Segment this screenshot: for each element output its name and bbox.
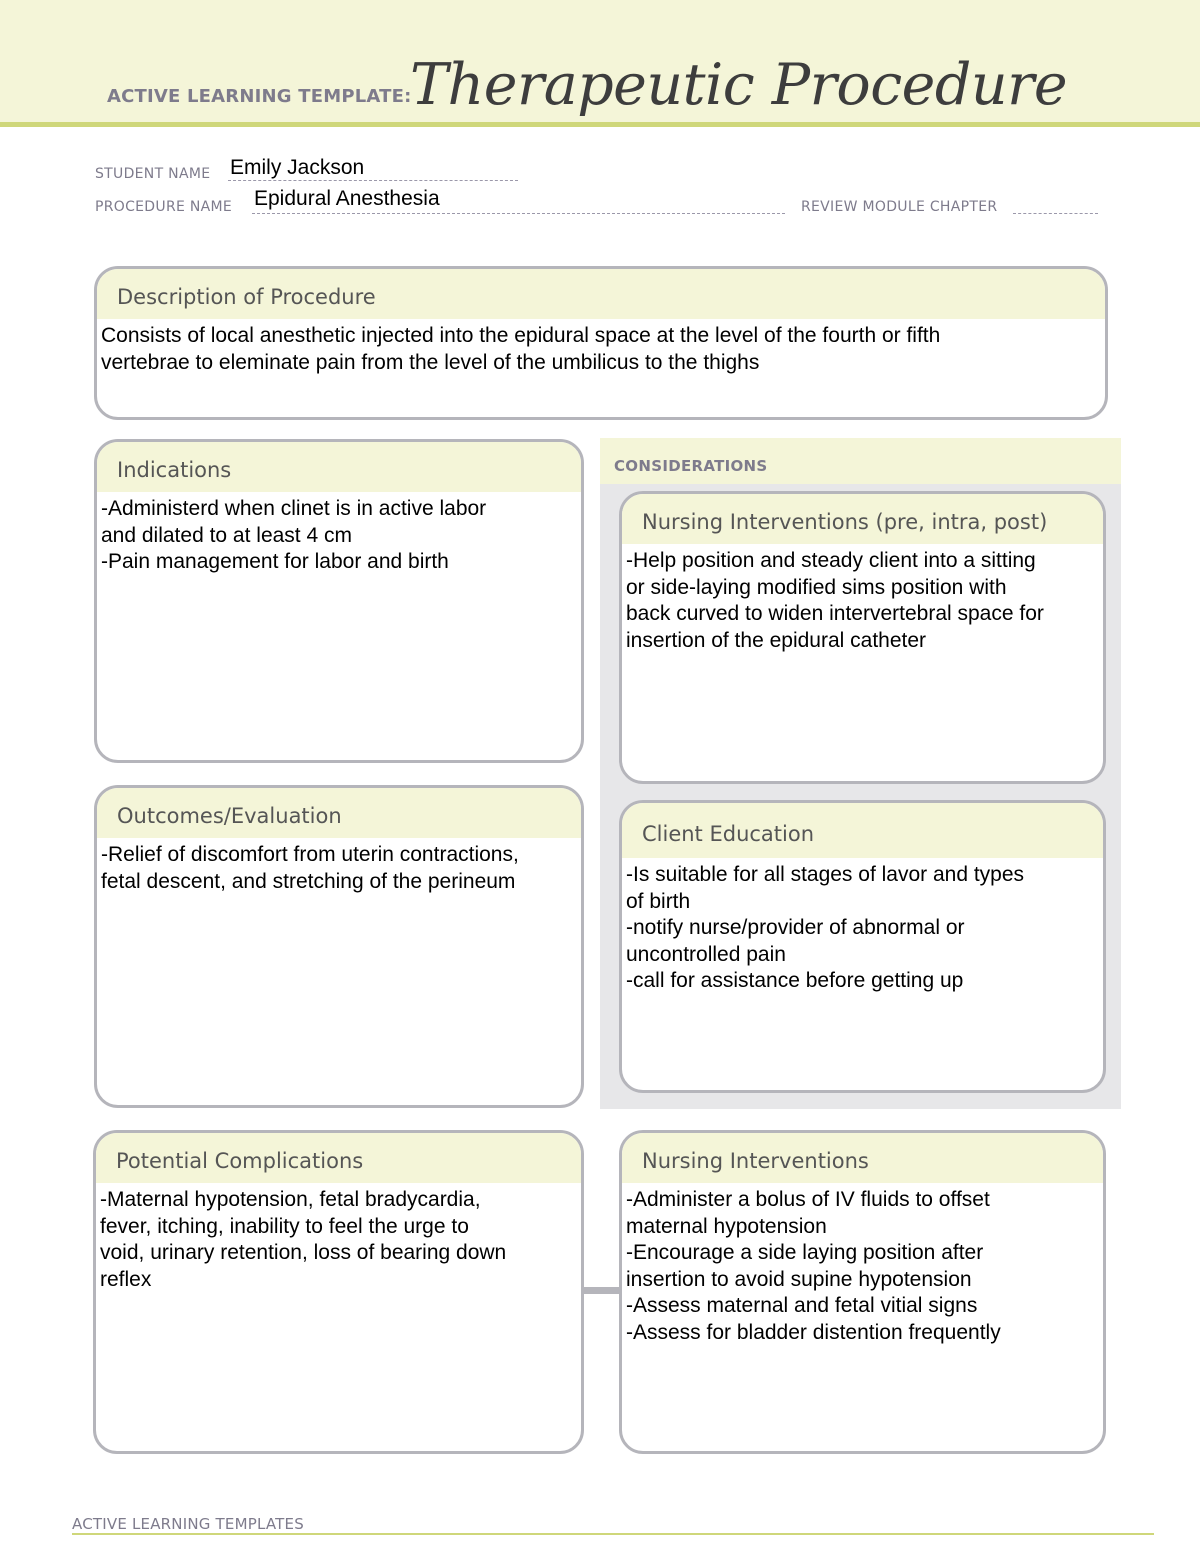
review-module-label: REVIEW MODULE CHAPTER bbox=[801, 199, 998, 215]
nursing-interventions-text[interactable]: -Administer a bolus of IV fluids to offset maternal hypotension -Encourage a side laying position after insertion to avoid supine hypotension -Assess maternal and fetal vitial signs -Assess for bladder distention frequently bbox=[626, 1188, 1001, 1344]
nursing-interventions-heading: Nursing Interventions bbox=[622, 1133, 1103, 1183]
complications-panel bbox=[93, 1130, 584, 1454]
description-text[interactable]: Consists of local anesthetic injected into the epidural space at the level of the fourth or fifth vertebrae to eleminate pain from the level of the umbilicus to the thighs bbox=[101, 324, 941, 374]
panel-connector bbox=[583, 1287, 621, 1294]
description-heading: Description of Procedure bbox=[97, 269, 1105, 319]
footer-rule bbox=[72, 1533, 1154, 1535]
student-name-underline bbox=[228, 180, 518, 181]
nursing-pre-intra-post-panel bbox=[619, 491, 1106, 784]
review-module-underline bbox=[1013, 213, 1098, 214]
footer-label: ACTIVE LEARNING TEMPLATES bbox=[72, 1515, 304, 1533]
outcomes-text[interactable]: -Relief of discomfort from uterin contractions, fetal descent, and stretching of the perineum bbox=[101, 843, 519, 893]
outcomes-heading: Outcomes/Evaluation bbox=[97, 788, 581, 838]
procedure-name-label: PROCEDURE NAME bbox=[95, 199, 233, 215]
procedure-name-field[interactable]: Epidural Anesthesia bbox=[254, 187, 440, 210]
client-education-text[interactable]: -Is suitable for all stages of lavor and types of birth -notify nurse/provider of abnormal or uncontrolled pain -call for assistance before getting up bbox=[626, 863, 1025, 992]
procedure-name-underline bbox=[252, 213, 785, 214]
complications-text[interactable]: -Maternal hypotension, fetal bradycardia, fever, itching, inability to feel the urge to void, urinary retention, loss of bearing down reflex bbox=[100, 1188, 507, 1291]
complications-heading: Potential Complications bbox=[96, 1133, 581, 1183]
description-panel bbox=[94, 266, 1108, 420]
nursing-pre-intra-post-text[interactable]: -Help position and steady client into a sitting or side-laying modified sims position with back curved to widen intervertebral space for insertion of the epidural catheter bbox=[626, 549, 1044, 652]
indications-heading: Indications bbox=[97, 442, 581, 492]
student-name-label: STUDENT NAME bbox=[95, 166, 211, 182]
outcomes-panel bbox=[94, 785, 584, 1108]
page-title: Therapeutic Procedure bbox=[410, 52, 1068, 118]
template-kicker: ACTIVE LEARNING TEMPLATE: bbox=[107, 86, 412, 107]
indications-text[interactable]: -Administerd when clinet is in active labor and dilated to at least 4 cm -Pain management for labor and birth bbox=[101, 497, 487, 573]
client-education-panel bbox=[619, 800, 1106, 1093]
student-name-field[interactable]: Emily Jackson bbox=[230, 156, 365, 179]
considerations-label: CONSIDERATIONS bbox=[614, 457, 768, 475]
header-rule bbox=[0, 122, 1200, 127]
client-education-heading: Client Education bbox=[622, 803, 1103, 858]
indications-panel bbox=[94, 439, 584, 763]
nursing-pre-intra-post-heading: Nursing Interventions (pre, intra, post) bbox=[622, 494, 1103, 544]
nursing-interventions-panel bbox=[619, 1130, 1106, 1454]
